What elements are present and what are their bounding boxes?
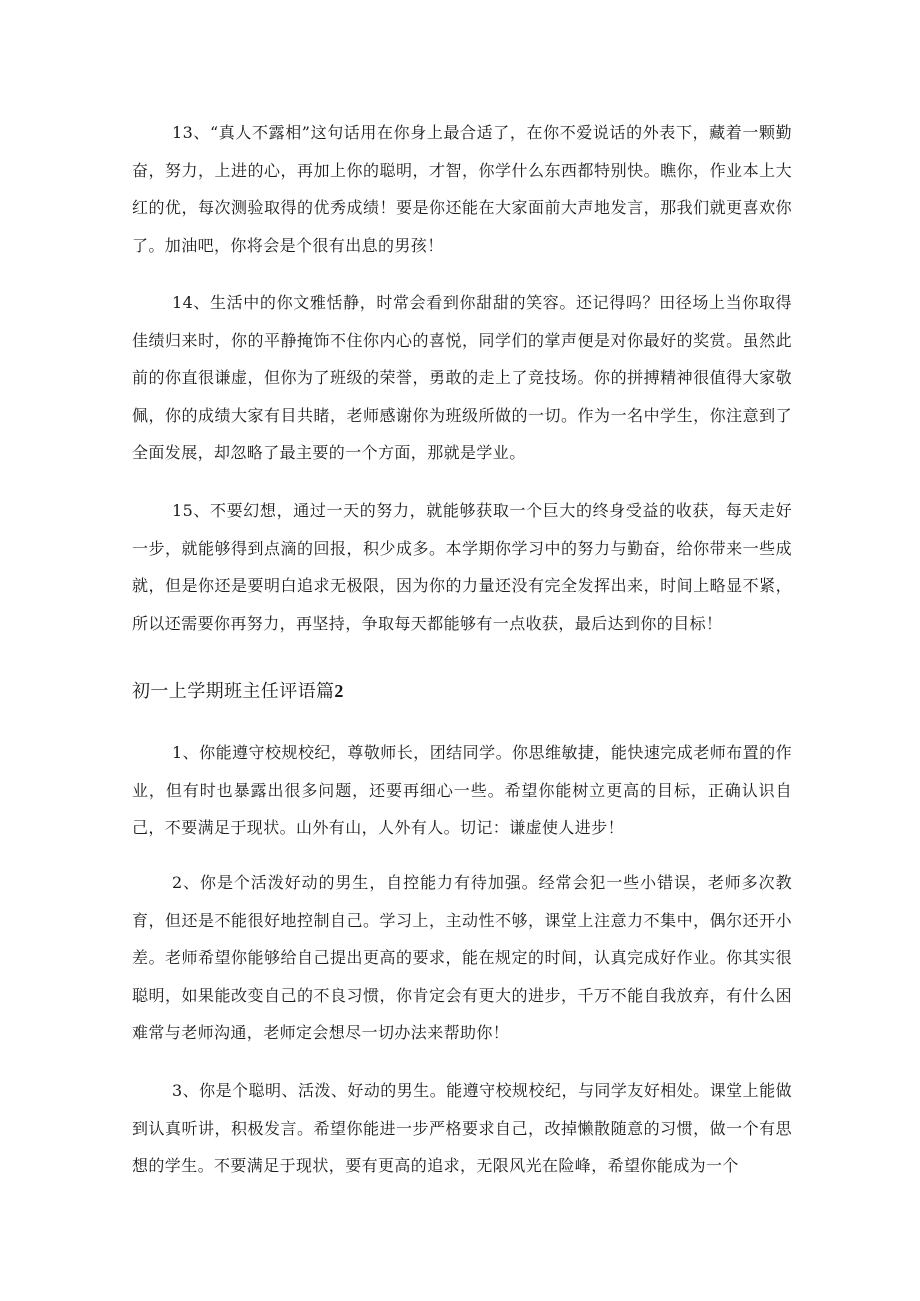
comment-paragraph-15: 15、不要幻想，通过一天的努力，就能够获取一个巨大的终身受益的收获，每天走好一步，就能够得到点滴的回报，积少成多。本学期你学习中的努力与勤奋，给你带来一些成就，但是你还是要明白追求无极限，因为你的力量还没有完全发挥出来，时间上略显不紧，所以还需要你再努力，再坚持，争取每天都能够有一点收获，最后达到你的目标！ [132,501,792,633]
comment-paragraph-s2-2: 2、你是个活泼好动的男生，自控能力有待加强。经常会犯一些小错误，老师多次教育，但还是不能很好地控制自己。学习上，主动性不够，课堂上注意力不集中，偶尔还开小差。老师希望你能够给自己提出更高的要求，能在规定的时间，认真完成好作业。你其实很聪明，如果能改变自己的不良习惯，你肯定会有更大的进步，千万不能自我放弃，有什么困难常与老师沟通，老师定会想尽一切办法来帮助你！ [132,873,792,1042]
section-heading [132,676,792,707]
comment-paragraph-s2-3: 3、你是个聪明、活泼、好动的男生。能遵守校规校纪，与同学友好相处。课堂上能做到认真听讲，积极发言。希望你能进一步严格要求自己，改掉懒散随意的习惯，做一个有思想的学生。不要满足于现状，要有更高的追求，无限风光在险峰，希望你能成为一个 [132,1081,792,1175]
section-heading-number: 2 [334,681,344,701]
section-heading-text: 初一上学期班主任评语篇 [132,681,335,702]
comment-paragraph-s2-1: 1、你能遵守校规校纪，尊敬师长，团结同学。你思维敏捷，能快速完成老师布置的作业，但有时也暴露出很多问题，还要再细心一些。希望你能树立更高的目标，正确认识自己，不要满足于现状。山外有山，人外有人。切记：谦虚使人进步！ [132,743,792,837]
comment-paragraph-13: 13、“真人不露相”这句话用在你身上最合适了，在你不爱说话的外表下，藏着一颗勤奋，努力，上进的心，再加上你的聪明，才智，你学什么东西都特别快。瞧你，作业本上大红的优，每次测验取得的优秀成绩！要是你还能在大家面前大声地发言，那我们就更喜欢你了。加油吧，你将会是个很有出息的男孩！ [132,123,792,255]
comment-paragraph-14: 14、生活中的你文雅恬静，时常会看到你甜甜的笑容。还记得吗？田径场上当你取得佳绩归来时，你的平静掩饰不住你内心的喜悦，同学们的掌声便是对你最好的奖赏。虽然此前的你直很谦虚，但你为了班级的荣誉，勇敢的走上了竞技场。你的拼搏精神很值得大家敬佩，你的成绩大家有目共睹，老师感谢你为班级所做的一切。作为一名中学生，你注意到了全面发展，却忽略了最主要的一个方面，那就是学业。 [132,293,792,462]
